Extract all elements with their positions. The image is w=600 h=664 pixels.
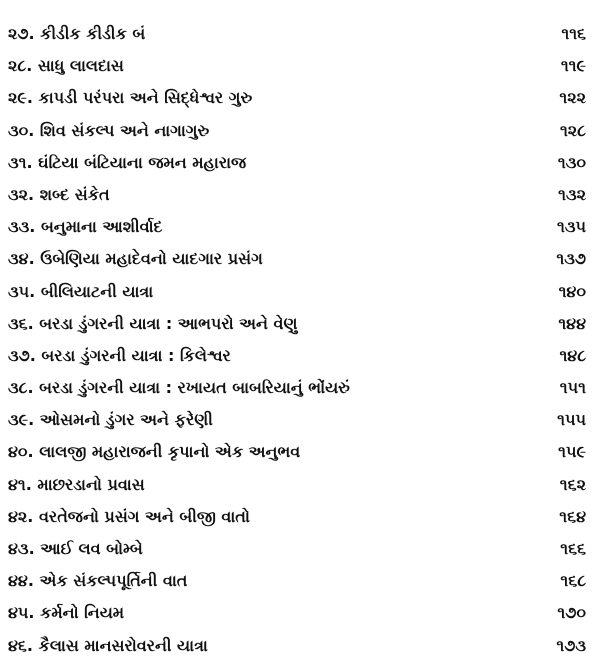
toc-entry bbox=[0, 50, 600, 82]
entry-page-number: ૧૪૦ bbox=[558, 281, 586, 301]
entry-page-number: ૧૭૩ bbox=[556, 635, 586, 655]
toc-entry bbox=[0, 501, 600, 533]
toc-entry bbox=[0, 372, 600, 404]
toc-entry bbox=[0, 308, 600, 340]
entry-title: ૪૫. કર્મનો નિયમ bbox=[8, 603, 125, 623]
entry-title: ૪૩. આઈ લવ બોમ્બે bbox=[8, 539, 143, 558]
entry-page-number: ૧૬૮ bbox=[560, 571, 586, 591]
entry-title: ૩૨. શબ્દ સંકેત bbox=[8, 184, 110, 204]
entry-page-number: ૧૪૪ bbox=[558, 313, 586, 333]
entry-title: ૩૦. શિવ સંકલ્પ અને નાગાગુરુ bbox=[8, 120, 210, 140]
entry-title: ૩૭. બરડા ડુંગરની યાત્રા : કિલેશ્વર bbox=[8, 345, 231, 365]
entry-title: ૪૪. એક સંકલ્પપૂર્તિની વાત bbox=[8, 571, 188, 591]
entry-title: ૩૫. બીલિયાટની યાત્રા bbox=[8, 281, 154, 301]
entry-title: ૩૯. ઓસમનો ડુંગર અને ફરેણી bbox=[8, 410, 213, 430]
entry-page-number: ૧૪૮ bbox=[559, 345, 586, 365]
entry-page-number: ૧૨૨ bbox=[559, 88, 586, 108]
entry-page-number: ૧૫૧ bbox=[559, 378, 586, 398]
toc-entry bbox=[0, 147, 600, 179]
entry-page-number: ૧૩૫ bbox=[556, 217, 586, 237]
entry-title: ૩૬. બરડા ડુંગરની યાત્રા : આભપરો અને વેણુ bbox=[8, 313, 298, 333]
entry-page-number: ૧૧૬ bbox=[561, 24, 586, 43]
toc-entry bbox=[0, 630, 600, 662]
entry-page-number: ૧૬૬ bbox=[560, 539, 586, 558]
toc-entry bbox=[0, 404, 600, 436]
toc-entry bbox=[0, 469, 600, 501]
entry-title: ૩૩. બનુમાના આશીર્વાદ bbox=[8, 217, 163, 237]
entry-title: ૨૯. કાપડી પરંપરા અને સિદ્ધેશ્વર ગુરુ bbox=[8, 88, 253, 108]
entry-title: ૩૮. બરડા ડુંગરની યાત્રા : રખાયત બાબરિયાનું ભોંયરું bbox=[8, 378, 350, 398]
entry-page-number: ૧૫૫ bbox=[557, 410, 586, 430]
entry-title: ૪૧. માછરડાનો પ્રવાસ bbox=[8, 474, 145, 494]
entry-title: ૪૬. કૈલાસ માનસરોવરની યાત્રા bbox=[8, 635, 208, 655]
entry-page-number: ૧૩૦ bbox=[557, 152, 586, 172]
entry-title: ૪૦. લાલજી મહારાજની કૃપાનો એક અનુભવ bbox=[8, 442, 301, 462]
entry-title: ૪૨. વરતેજનો પ્રસંગ અને બીજી વાતો bbox=[8, 506, 250, 526]
toc-entry bbox=[0, 82, 600, 114]
entry-page-number: ૧૫૯ bbox=[558, 442, 586, 462]
entry-page-number: ૧૭૦ bbox=[557, 603, 586, 623]
entry-page-number: ૧૬૨ bbox=[559, 474, 586, 494]
toc-entry bbox=[0, 565, 600, 597]
toc-entry bbox=[0, 18, 600, 50]
toc-entry bbox=[0, 211, 600, 243]
toc-entry bbox=[0, 533, 600, 565]
toc-entry bbox=[0, 115, 600, 147]
entry-title: ૨૮. સાધુ લાલદાસ bbox=[8, 56, 124, 76]
entry-page-number: ૧૬૪ bbox=[559, 506, 586, 526]
entry-title: ૩૧. ઘંટિયા બંટિયાના જમન મહારાજ bbox=[8, 152, 247, 172]
toc-entry bbox=[0, 179, 600, 211]
toc-entry bbox=[0, 436, 600, 468]
toc-entry bbox=[0, 597, 600, 629]
toc-entry bbox=[0, 243, 600, 275]
entry-page-number: ૧૧૯ bbox=[560, 56, 586, 76]
toc-entry bbox=[0, 340, 600, 372]
entry-title: ૩૪. ઉબેણિયા મહાદેવનો યાદગાર પ્રસંગ bbox=[8, 249, 263, 269]
entry-page-number: ૧૩૨ bbox=[558, 184, 586, 204]
entry-page-number: ૧૨૮ bbox=[559, 120, 586, 140]
entry-page-number: ૧૩૭ bbox=[556, 249, 586, 269]
table-of-contents bbox=[0, 18, 600, 662]
entry-title: ૨૭. કીડીક કીડીક બં bbox=[8, 24, 146, 43]
toc-entry bbox=[0, 276, 600, 308]
